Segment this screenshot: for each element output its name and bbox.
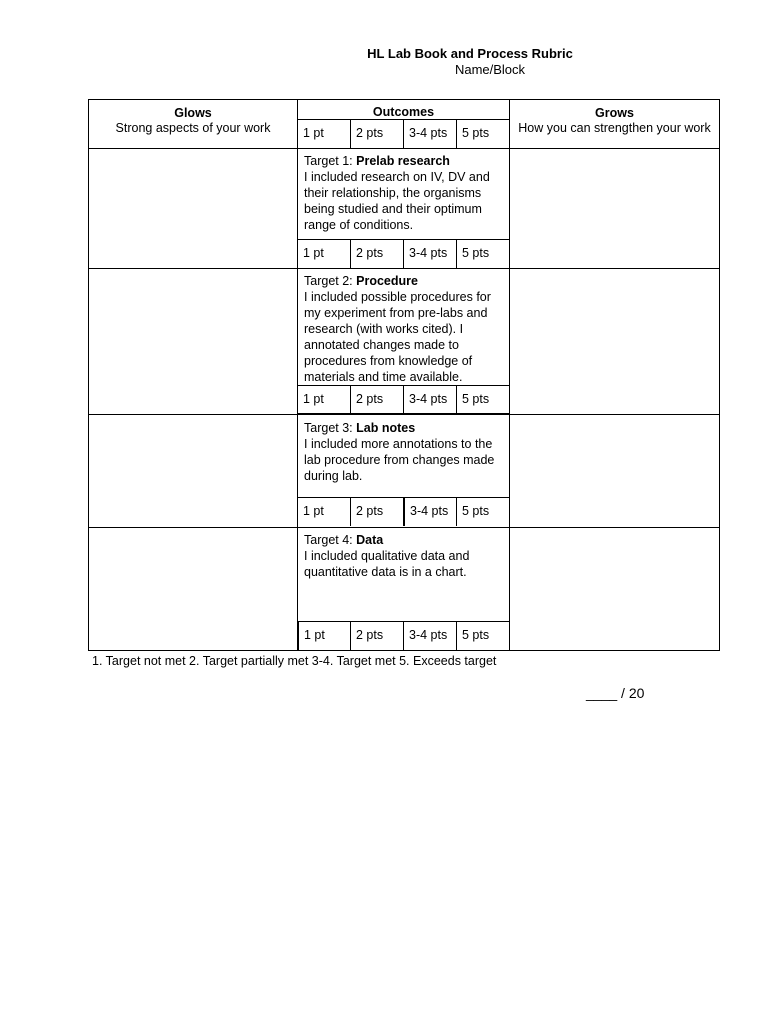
row-divider-2 bbox=[89, 414, 719, 415]
target-3-prefix: Target 3: bbox=[304, 421, 357, 435]
score-2pts: 2 pts bbox=[351, 240, 404, 268]
target-4-description: I included qualitative data and quantitative data is in a chart. bbox=[304, 549, 470, 579]
grows-column bbox=[509, 100, 719, 650]
target-1-description: I included research on IV, DV and their relationship, the organisms being studied and their optimum range of conditions. bbox=[304, 170, 490, 232]
score-3-4pts: 3-4 pts bbox=[404, 240, 457, 268]
score-5pts: 5 pts bbox=[462, 628, 490, 642]
row-divider-3 bbox=[89, 527, 719, 528]
score-5pts: 5 pts bbox=[462, 126, 490, 140]
target-4-score-row bbox=[298, 621, 509, 650]
outcomes-title: Outcomes bbox=[372, 105, 435, 119]
outcomes-column bbox=[298, 100, 509, 650]
score-1pt: 1 pt bbox=[298, 498, 351, 526]
target-3-description: I included more annotations to the lab procedure from changes made during lab. bbox=[304, 437, 495, 483]
target-3-score-row bbox=[298, 497, 509, 526]
target-4-name: Data bbox=[356, 533, 384, 547]
score-1pt: 1 pt bbox=[298, 386, 351, 413]
target-4 bbox=[304, 532, 504, 580]
target-4-prefix: Target 4: bbox=[304, 533, 357, 547]
grows-title: Grows bbox=[595, 106, 634, 120]
grows-subtitle: How you can strengthen your work bbox=[518, 121, 711, 135]
name-block-label: Name/Block bbox=[454, 62, 526, 77]
target-2-score-row bbox=[298, 385, 509, 414]
target-1-score-row bbox=[298, 239, 509, 268]
target-3 bbox=[304, 420, 504, 484]
target-2-prefix: Target 2: bbox=[304, 274, 357, 288]
target-3-name: Lab notes bbox=[356, 421, 416, 435]
row-divider-header bbox=[89, 148, 719, 149]
score-3-4pts: 3-4 pts bbox=[404, 386, 457, 413]
score-1pt: 1 pt bbox=[298, 120, 351, 148]
score-5pts: 5 pts bbox=[462, 246, 490, 260]
score-3-4pts: 3-4 pts bbox=[404, 120, 457, 148]
target-2-description: I included possible procedures for my experiment from pre-labs and research (with works cited). I annotated changes made to procedures from knowledge of materials and time available. bbox=[304, 290, 491, 384]
glows-title: Glows bbox=[174, 106, 212, 120]
score-2pts: 2 pts bbox=[351, 498, 404, 526]
row-divider-1 bbox=[89, 268, 719, 269]
rubric-table bbox=[88, 99, 720, 651]
target-2 bbox=[304, 273, 504, 385]
scoring-key: 1. Target not met 2. Target partially met 3-4. Target met 5. Exceeds target bbox=[92, 654, 497, 668]
target-2-name: Procedure bbox=[356, 274, 418, 288]
total-score: ____ / 20 bbox=[586, 685, 645, 701]
target-1-prefix: Target 1: bbox=[304, 154, 357, 168]
score-2pts: 2 pts bbox=[351, 120, 404, 148]
header-score-row bbox=[298, 119, 509, 148]
score-5pts: 5 pts bbox=[462, 504, 490, 518]
score-3-4pts: 3-4 pts bbox=[404, 498, 457, 526]
glows-header bbox=[89, 100, 297, 148]
score-1pt: 1 pt bbox=[298, 622, 351, 650]
score-1pt: 1 pt bbox=[298, 240, 351, 268]
score-3-4pts: 3-4 pts bbox=[404, 622, 457, 650]
glows-subtitle: Strong aspects of your work bbox=[115, 121, 271, 135]
target-1-name: Prelab research bbox=[356, 154, 450, 168]
score-2pts: 2 pts bbox=[351, 622, 404, 650]
glows-column bbox=[89, 100, 298, 650]
rubric-title: HL Lab Book and Process Rubric bbox=[367, 46, 573, 61]
grows-header bbox=[510, 100, 719, 148]
target-1 bbox=[304, 153, 504, 233]
score-2pts: 2 pts bbox=[351, 386, 404, 413]
score-5pts: 5 pts bbox=[462, 392, 490, 406]
